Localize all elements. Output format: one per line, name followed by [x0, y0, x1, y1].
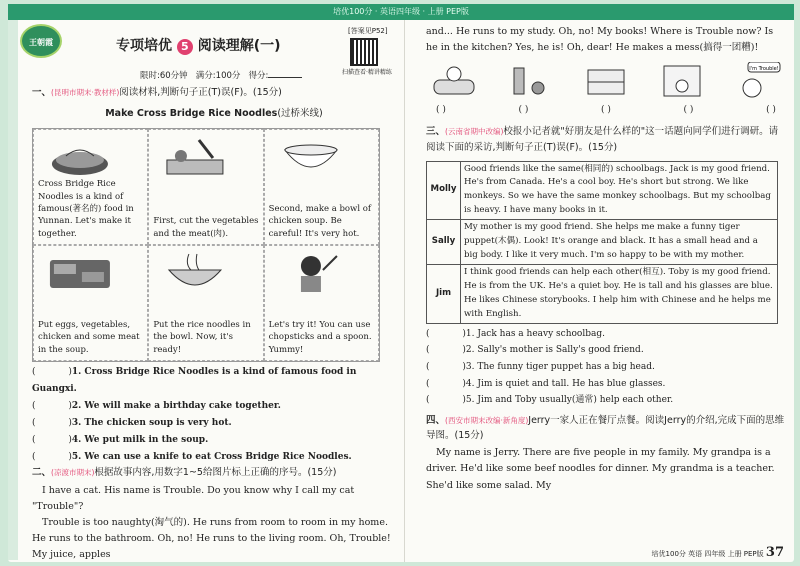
section-1-source: (昆明市期末·教材样)	[51, 88, 120, 97]
worksheet-page	[8, 4, 794, 562]
cat-books-image	[582, 62, 630, 100]
page-fold	[404, 20, 405, 562]
section-1-num: 一、	[32, 87, 52, 98]
story-answer-row	[426, 104, 786, 118]
story-pictures	[426, 62, 786, 100]
recipe-grid	[32, 128, 380, 362]
speaker-name: Jim	[427, 264, 461, 323]
tf-item-text: 2. We will make a birthday cake together.	[71, 401, 281, 412]
cutting-image	[152, 134, 238, 180]
recipe-step-6	[264, 245, 379, 361]
tf-item-text: 2. Sally's mother is Sally's good friend.	[465, 345, 644, 356]
answer-reference: [答案见P52]	[348, 27, 388, 35]
binding-strip	[8, 20, 18, 560]
recipe-step-text: Cross Bridge Rice Noodles is a kind of famous(著名的) food in Yunnan. Let's make it together.	[38, 179, 134, 239]
tf-item-2[interactable]: ( )2. We will make a birthday cake together.	[32, 401, 281, 412]
tf-item-5[interactable]: ( )5. Jim and Toby usually(通常) help each other.	[426, 395, 674, 406]
recipe-step-text: Let's try it! You can use chopsticks and a spoon. Yummy!	[268, 320, 372, 355]
section-2-num: 二、	[32, 467, 52, 478]
tf-item-3[interactable]: ( )3. The funny tiger puppet has a big head.	[426, 361, 655, 372]
recipe-title	[32, 107, 396, 122]
section-4-num: 四、	[426, 414, 446, 426]
tf-item-text: 5. Jim and Toby usually(通常) help each other.	[465, 395, 674, 406]
score-blank[interactable]	[268, 77, 302, 78]
tf-item-text: 4. We put milk in the soup.	[71, 435, 209, 446]
answer-blank-4[interactable]: ( )	[683, 105, 694, 116]
recipe-step-3	[264, 129, 379, 245]
full-score: 满分:100分	[195, 71, 241, 81]
tf-item-4[interactable]: ( )4. Jim is quiet and tall. He has blue glasses.	[426, 378, 666, 389]
speaker-text: My mother is my good friend. She helps me make a funny tiger puppet(木偶). Look! It's orange and black. It has a small head and a big body. I like it very much. I'm so happy to be with my mother.	[461, 220, 778, 265]
story-paragraph-3: and... He runs to my study. Oh, no! My books! Where is Trouble now? Is he in the kitchen? Yes, he is! Oh, dear! He makes a mess(搞得一团糟)!	[426, 26, 774, 54]
title-text: 专项培优	[116, 38, 172, 54]
section-2-instructions: 根据故事内容,用数字1~5给图片标上正确的序号。(15分)	[94, 467, 337, 478]
section-1	[32, 86, 396, 121]
recipe-step-4	[33, 245, 148, 361]
section-3-source: (云南省期中改编)	[445, 127, 504, 137]
table-row	[427, 264, 778, 323]
recipe-step-text: Put the rice noodles in the bowl. Now, it's ready!	[153, 320, 251, 355]
answer-blank-2[interactable]: ( )	[518, 105, 529, 116]
cat-kitchen-image	[658, 62, 706, 100]
tf-item-1[interactable]: ( )1. Cross Bridge Rice Noodles is a kind of famous food in Guangxi.	[32, 367, 357, 395]
story-paragraph-1: I have a cat. His name is Trouble. Do you know why I call my cat "Trouble"?	[32, 484, 355, 512]
test-meta	[140, 70, 302, 83]
section-3-heading	[426, 124, 786, 156]
section-4-heading	[426, 413, 786, 443]
title-number: 5	[177, 39, 193, 55]
recipe-step-text: First, cut the vegetables and the meat(肉).	[153, 216, 259, 239]
section-2-source: (凉渡市期末)	[51, 468, 95, 477]
noodle-bowl-image	[152, 250, 238, 296]
top-banner: 培优100分 · 英语四年级 · 上册 PEP版	[8, 4, 794, 20]
title-subtitle: 阅读理解(一)	[197, 38, 281, 54]
tf-item-4[interactable]: ( )4. We put milk in the soup.	[32, 435, 209, 446]
tf-item-text: 3. The chicken soup is very hot.	[71, 418, 232, 429]
tf-item-3[interactable]: ( )3. The chicken soup is very hot.	[32, 418, 232, 429]
tf-item-text: 5. We can use a knife to eat Cross Bridge Rice Noodles.	[71, 452, 352, 463]
recipe-step-text: Second, make a bowl of chicken soup. Be careful! It's very hot.	[268, 204, 372, 239]
noodle-pot-image	[37, 134, 123, 180]
soup-bowl-image	[268, 134, 354, 180]
recipe-step-1	[33, 129, 148, 245]
speech-bubble-text: I'm Trouble!	[749, 66, 779, 73]
section-2	[32, 466, 396, 563]
recipe-step-text: Put eggs, vegetables, chicken and some meat in the soup.	[38, 320, 140, 355]
right-column	[426, 24, 786, 494]
recipe-title-cn: (过桥米线)	[277, 107, 323, 119]
tf-item-text: 3. The funny tiger puppet has a big head.	[465, 361, 655, 372]
time-limit: 限时:60分钟	[140, 71, 188, 81]
speaker-name: Sally	[427, 220, 461, 265]
tf-item-text: 1. Jack has a heavy schoolbag.	[465, 328, 605, 339]
speaker-text: I think good friends can help each other(相互). Toby is my good friend. He is from the UK. He's a quiet boy. He is tall and his glasses are blue. He likes Chinese storybooks. I help him with Chinese and he helps me with English.	[461, 264, 778, 323]
section-2-heading	[32, 466, 396, 481]
tf-item-5[interactable]: ( )5. We can use a knife to eat Cross Bridge Rice Noodles.	[32, 452, 352, 463]
section-1-instructions: 阅读材料,判断句子正(T)误(F)。(15分)	[119, 87, 282, 98]
page-footer	[652, 545, 784, 560]
footer-text: 培优100分 英语 四年级 上册 PEP版	[651, 550, 764, 558]
cat-juice-image	[506, 62, 554, 100]
page-title	[116, 36, 281, 58]
section-3-instructions: 校报小记者就"好朋友是什么样的"这一话题向同学们进行调研。请阅读下面的采访,判断句子正(T)误(F)。(15分)	[426, 126, 779, 154]
ingredients-plate-image	[37, 250, 123, 296]
section-1-heading	[32, 86, 396, 101]
section-4-instructions: Jerry一家人正在餐厅点餐。阅读Jerry的介绍,完成下面的思维导图。(15分)	[426, 414, 785, 442]
score-label: 得分:	[248, 71, 269, 81]
brand-logo: 王朝霞	[20, 24, 62, 58]
recipe-title-en: Make Cross Bridge Rice Noodles	[105, 107, 278, 119]
cat-bathroom-image	[430, 62, 478, 100]
answer-blank-3[interactable]: ( )	[601, 105, 611, 116]
tf-item-2[interactable]: ( )2. Sally's mother is Sally's good friend.	[426, 345, 644, 356]
section-3-items	[426, 326, 786, 409]
qr-code[interactable]	[350, 38, 378, 66]
tf-item-text: 1. Cross Bridge Rice Noodles is a kind of famous food in Guangxi.	[32, 367, 357, 395]
recipe-step-5	[148, 245, 263, 361]
jerry-paragraph: My name is Jerry. There are five people in my family. My grandpa is a driver. He'd like some beef noodles for dinner. My grandma is a teacher. She'd like some salad. My	[426, 447, 775, 491]
section-3-num: 三、	[426, 126, 446, 138]
section-1-items	[32, 364, 396, 467]
section-4-source: (西安市期末改编·新角度)	[445, 415, 529, 425]
interview-table	[426, 161, 778, 324]
table-row	[427, 161, 778, 220]
recipe-step-2	[148, 129, 263, 245]
page-number: 37	[765, 545, 784, 560]
kid-eating-image	[268, 250, 354, 296]
answer-blank-1[interactable]: ( )	[436, 105, 446, 116]
tf-item-1[interactable]: ( )1. Jack has a heavy schoolbag.	[426, 328, 605, 339]
qr-caption: 扫描查看·精讲精练	[342, 69, 392, 76]
speaker-name: Molly	[427, 161, 461, 220]
cat-intro-image	[734, 62, 782, 100]
answer-blank-5[interactable]: ( )	[766, 105, 776, 116]
speaker-text: Good friends like the same(相同的) schoolbags. Jack is my good friend. He's from Canada. He's a cool boy. He's short but strong. We like monkeys. So we have the same monkey schoolbags. But my schoolbag is heavy. I have many books in it.	[461, 161, 778, 220]
tf-item-text: 4. Jim is quiet and tall. He has blue glasses.	[465, 378, 666, 389]
story-paragraph-2: Trouble is too naughty(淘气的). He runs from room to room in my home. He runs to the bathroom. Oh, no! He runs to the living room. Oh, Trouble! My juice, apples	[32, 517, 391, 561]
table-row	[427, 220, 778, 265]
